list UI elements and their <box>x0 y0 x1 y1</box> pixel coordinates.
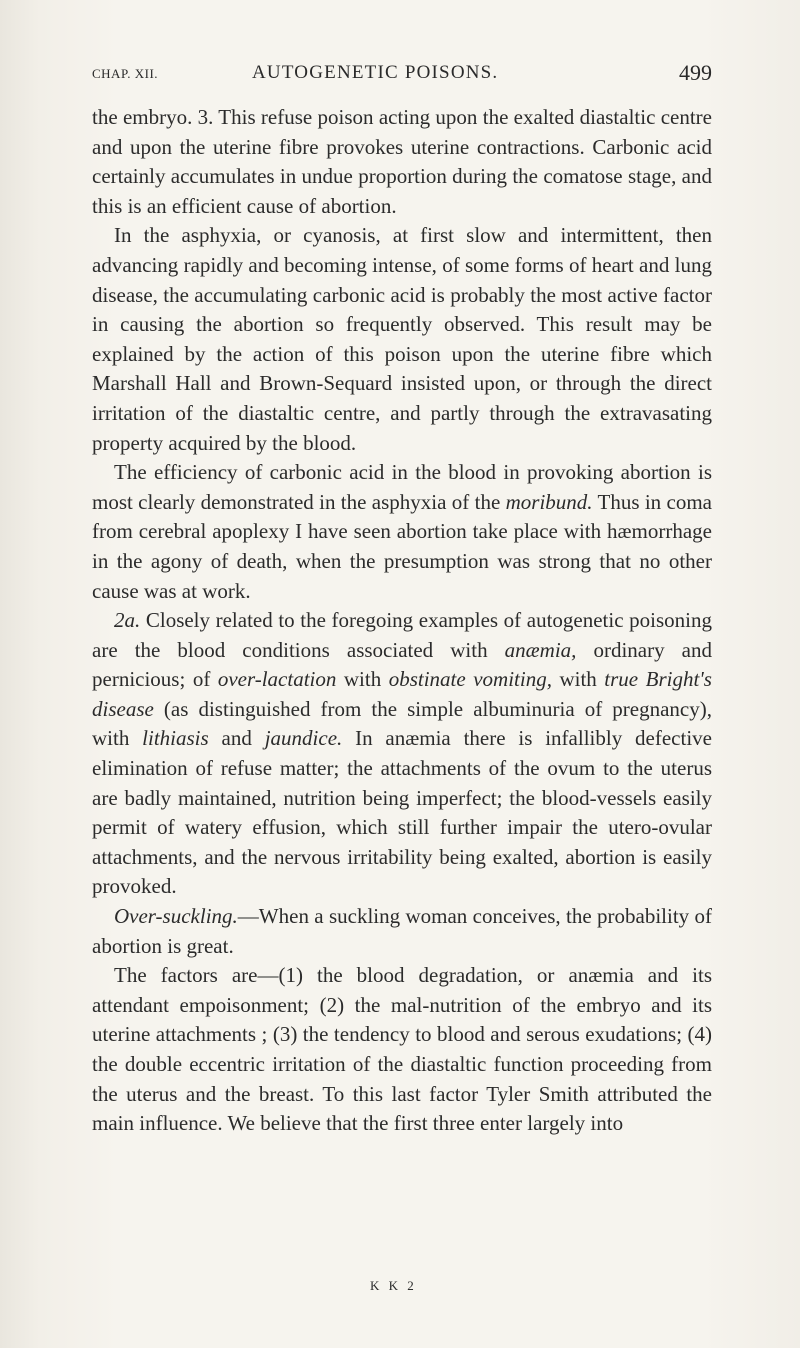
paragraph-3-italic: moribund. <box>505 489 593 514</box>
running-title: AUTOGENETIC POISONS. <box>252 62 499 83</box>
paragraph-4-text-c: with <box>336 667 389 692</box>
paragraph-3-text-b: Thus in coma from cerebral apoplexy I have seen abortion take place with hæmorrhage in the agony of death, when the presumption was strong that no other cause was at work. <box>92 489 712 603</box>
signature-mark: K K 2 <box>370 1278 417 1293</box>
paragraph-4 <box>92 606 712 902</box>
paragraph-2: In the asphyxia, or cyanosis, at first slow and intermittent, then advancing rapidly and becoming intense, of some forms of heart and lung disease, the accumulating carbonic acid is probably the most active factor in causing the abortion so frequently observed. This result may be explained by the action of this poison upon the uterine fibre which Marshall Hall and Brown-Sequard insisted upon, or through the direct irritation of the diastaltic centre, and partly through the extravasating property acquired by the blood. <box>92 223 712 455</box>
term-brights-disease: true Bright's disease <box>92 667 712 721</box>
paragraph-4-text-a: Closely related to the foregoing examples of autogenetic poisoning are the blood conditions associated with <box>92 608 712 662</box>
section-number: 2a. <box>114 608 141 633</box>
paragraph-4-text-d: with <box>551 667 605 692</box>
paragraph-4-text-e: (as distinguished from the simple albuminuria of pregnancy), with <box>92 696 712 751</box>
paragraph-6: The factors are—(1) the blood degradation, or anæmia and its attendant empoisonment; (2) the mal-nutrition of the embryo and its uterine attachments ; (3) the tendency to blood and serous exudations; (4) the double eccentric irritation of the diastaltic function proceeding from the uterus and the breast. To this last factor Tyler Smith attributed the main influence. We believe that the first three enter largely into <box>92 963 712 1136</box>
running-head <box>92 62 712 92</box>
paragraph-4-text-f: and <box>208 726 265 751</box>
term-anaemia: anæmia, <box>504 637 577 662</box>
chapter-label: CHAP. XII. <box>92 66 159 81</box>
paragraph-1: the embryo. 3. This refuse poison acting upon the exalted diastaltic centre and upon the uterine fibre provokes uterine contractions. Carbonic acid certainly accumulates in undue proportion during the comatose stage, and this is an efficient cause of abortion. <box>92 105 712 218</box>
page-number: 499 <box>679 60 712 85</box>
paragraph-4-text-g: In anæmia there is infallibly defective elimination of refuse matter; the attachments of the ovum to the uterus are badly maintained, nutrition being imperfect; the blood-vessels easily permit of watery effusion, which still further impair the utero-ovular attachments, and the nervous irritability being exalted, abortion is easily provoked. <box>92 726 712 899</box>
term-lithiasis: lithiasis <box>142 726 209 751</box>
paragraph-5 <box>92 902 712 961</box>
term-over-suckling: Over-suckling. <box>114 904 238 929</box>
term-over-lactation: over-lactation <box>217 667 337 692</box>
paragraph-4-text-b: ordinary and pernicious; of <box>92 637 712 692</box>
body-text <box>92 103 712 1139</box>
paragraph-3 <box>92 458 712 606</box>
term-obstinate-vomiting: obstinate vomiting, <box>388 667 552 692</box>
paragraph-3-text-a: The efficiency of carbonic acid in the blood in provoking abortion is most clearly demonstrated in the asphyxia of the <box>92 460 712 514</box>
paragraph-5-text: —When a suckling woman conceives, the probability of abortion is great. <box>92 904 712 958</box>
term-jaundice: jaundice. <box>264 726 343 751</box>
